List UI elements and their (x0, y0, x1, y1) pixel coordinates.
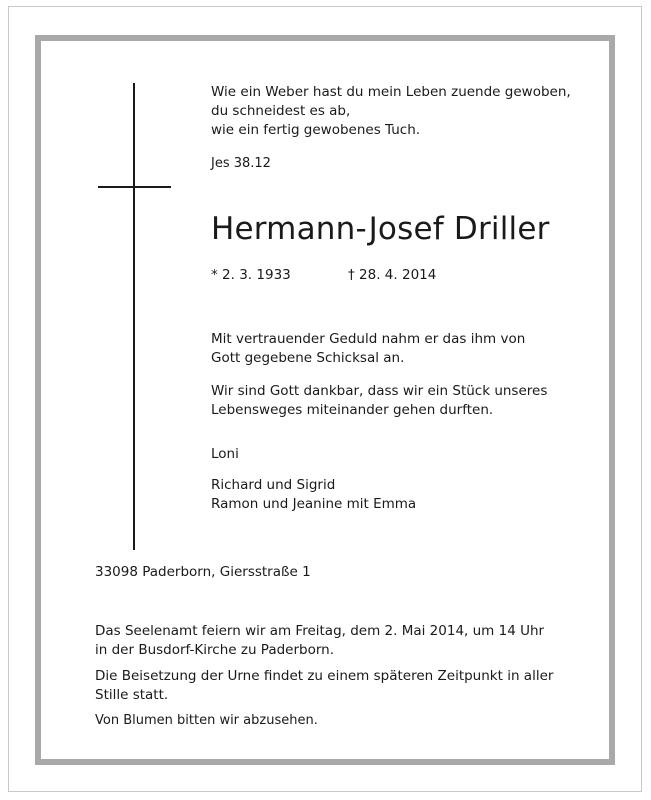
message-paragraph (211, 330, 525, 368)
message-line: Mit vertrauender Geduld nahm er das ihm von (211, 331, 526, 347)
mourner-line: Richard und Sigrid (211, 477, 336, 493)
obituary-frame (35, 35, 615, 765)
message-line: Gott gegebene Schicksal an. (211, 350, 405, 366)
message-paragraph (211, 382, 547, 420)
burial-line: Die Beisetzung der Urne findet zu einem späteren Zeitpunkt in aller (95, 668, 554, 684)
mourner-spouse: Loni (211, 446, 239, 462)
burial-info (95, 667, 553, 705)
message-line: Wir sind Gott dankbar, dass wir ein Stück unseres (211, 383, 548, 399)
death-date: † 28. 4. 2014 (348, 267, 437, 283)
cross-horizontal-icon (98, 186, 171, 188)
flowers-note: Von Blumen bitten wir abzusehen. (95, 713, 318, 728)
message-line: Lebensweges miteinander gehen durften. (211, 402, 494, 418)
quote-line: wie ein fertig gewobenes Tuch. (211, 122, 421, 138)
deceased-name: Hermann-Josef Driller (211, 211, 550, 247)
quote-line: du schneidest es ab, (211, 103, 351, 119)
birth-date: * 2. 3. 1933 (211, 267, 291, 283)
quote-reference: Jes 38.12 (211, 156, 271, 171)
service-line: in der Busdorf-Kirche zu Paderborn. (95, 642, 335, 658)
mourner-line: Ramon und Jeanine mit Emma (211, 496, 417, 512)
service-info (95, 622, 544, 660)
mourner-family (211, 476, 416, 514)
quote-line: Wie ein Weber hast du mein Leben zuende gewoben, (211, 84, 571, 100)
service-line: Das Seelenamt feiern wir am Freitag, dem 2. Mai 2014, um 14 Uhr (95, 623, 545, 639)
cross-vertical-icon (133, 83, 135, 550)
burial-line: Stille statt. (95, 687, 169, 703)
bible-quote (211, 83, 571, 140)
address: 33098 Paderborn, Giersstraße 1 (95, 564, 311, 580)
